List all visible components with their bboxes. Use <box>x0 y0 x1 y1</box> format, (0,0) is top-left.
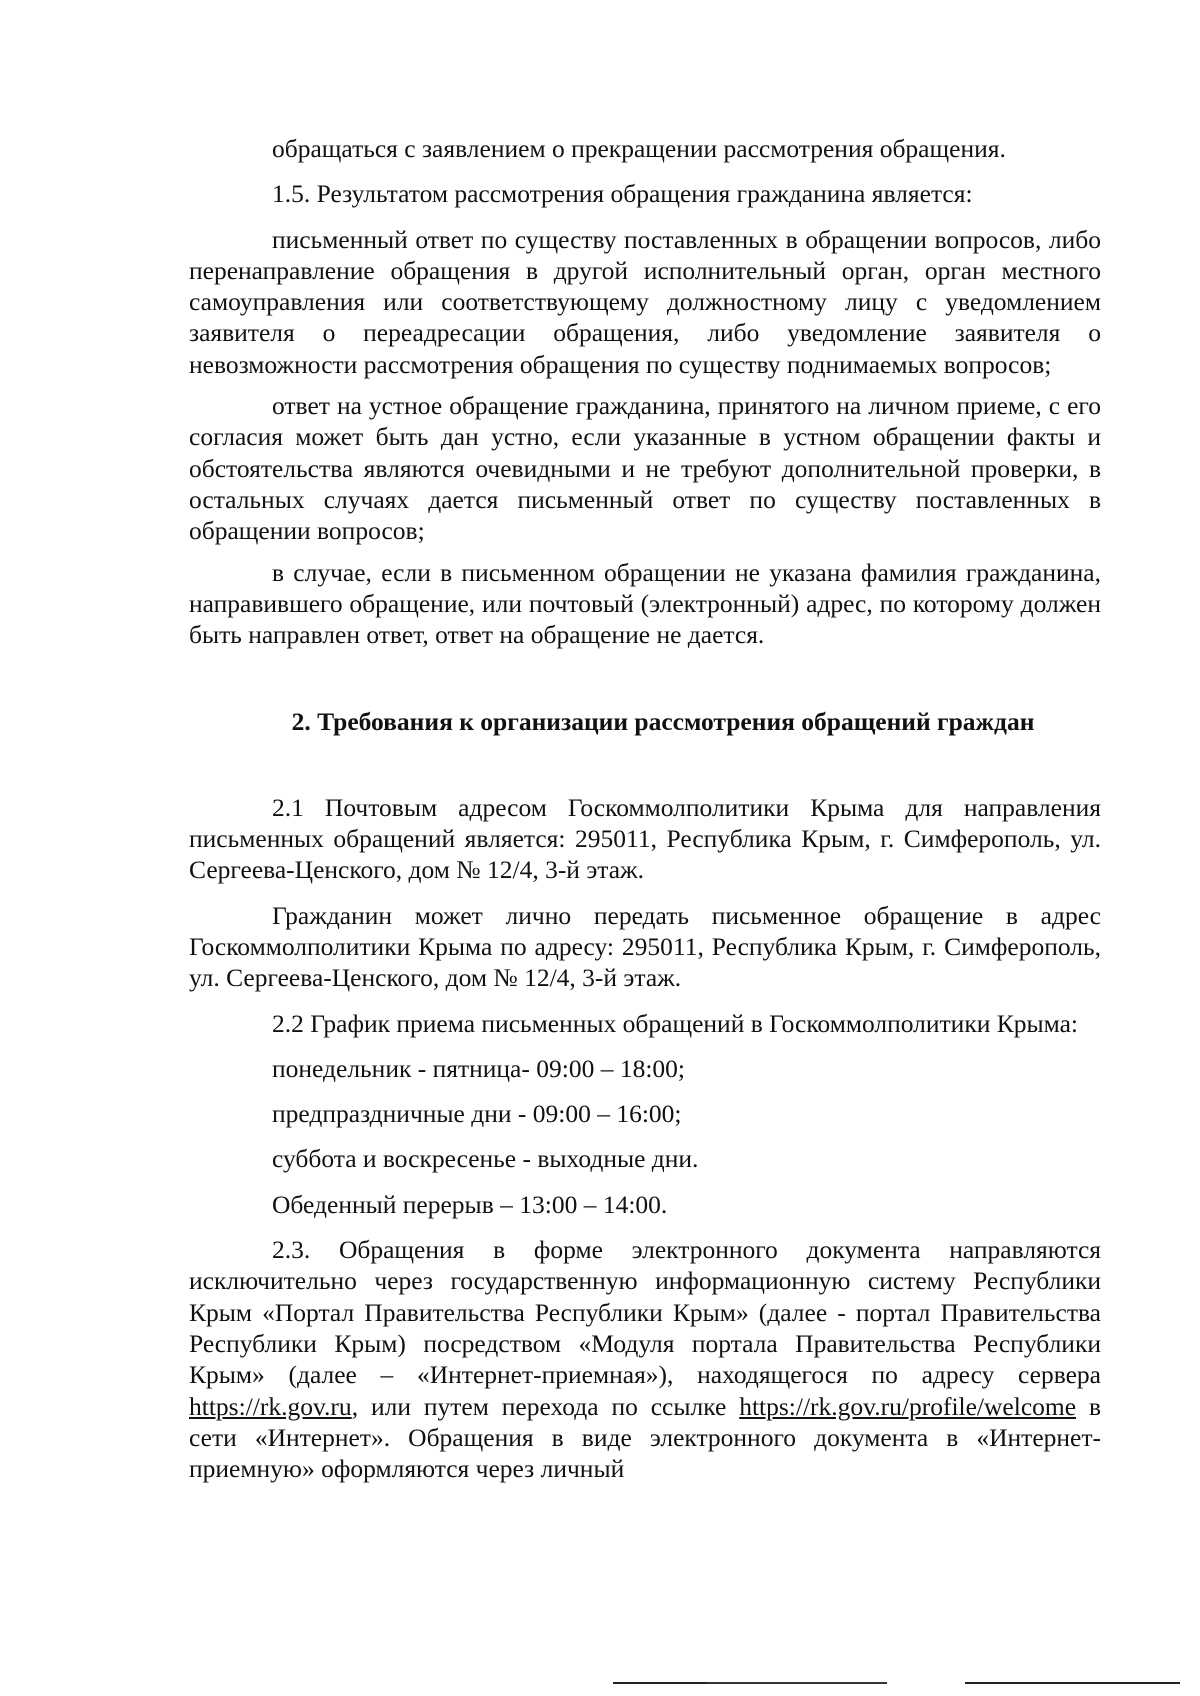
paragraph-2-2: 2.2 График приема письменных обращений в Госкоммолполитики Крыма: <box>272 1008 1078 1038</box>
schedule-pre-holiday: предпраздничные дни - 09:00 – 16:00; <box>272 1099 682 1129</box>
paragraph-2-1: 2.1 Почтовым адресом Госкоммолполитики Крыма для направления письменных обращений является: 295011, Республика Крым, г. Симферополь, ул. Сергеева-Ценского, дом № 12/4, 3-й этаж. <box>189 792 1101 885</box>
link-rk-gov-profile[interactable]: https://rk.gov.ru/profile/welcome <box>739 1391 1077 1421</box>
schedule-lunch: Обеденный перерыв – 13:00 – 14:00. <box>272 1189 668 1219</box>
footer-rule-left <box>613 1682 707 1684</box>
paragraph-2-3-text-b: , или путем перехода по ссылке <box>351 1391 740 1421</box>
paragraph-2-3 <box>189 1234 1101 1484</box>
document-body <box>189 133 1101 1484</box>
paragraph-continuation: обращаться с заявлением о прекращении рассмотрения обращения. <box>272 134 1006 163</box>
paragraph-1-5: 1.5. Результатом рассмотрения обращения гражданина является: <box>272 179 973 209</box>
paragraph-no-surname: в случае, если в письменном обращении не указана фамилия гражданина, направившего обращение, или почтовый (электронный) адрес, по которому должен быть направлен ответ, ответ на обращение не дается. <box>189 557 1101 650</box>
section-heading: 2. Требования к организации рассмотрения обращений граждан <box>291 707 1035 737</box>
paragraph-oral-answer: ответ на устное обращение гражданина, принятого на личном приеме, с его согласия может быть дан устно, если указанные в устном обращении факты и обстоятельства являются очевидными и не требуют дополнительной проверки, в остальных случаях дается письменный ответ по существу поставленных в обращении вопросов; <box>189 391 1101 546</box>
schedule-weekend: суббота и воскресенье - выходные дни. <box>272 1144 699 1174</box>
link-rk-gov[interactable]: https://rk.gov.ru <box>189 1391 352 1421</box>
schedule-weekdays: понедельник - пятница- 09:00 – 18:00; <box>272 1053 685 1083</box>
footer-rule-middle <box>707 1682 887 1684</box>
paragraph-2-3-text-c: в сети «Интернет». Обращения в виде электронного документа в «Интернет-приемную» оформляются через личный <box>189 1391 1101 1484</box>
footer-rule-right <box>965 1682 1180 1684</box>
paragraph-2-3-text-a: 2.3. Обращения в форме электронного документа направляются исключительно через государственную информационную систему Республики Крым «Портал Правительства Республики Крым» (далее - портал Правительства Республики Крым) посредством «Модуля портала Правительства Республики Крым» (далее – «Интернет-приемная»), находящегося по адресу сервера <box>189 1235 1101 1390</box>
paragraph-written-answer: письменный ответ по существу поставленных в обращении вопросов, либо перенаправление обращения в другой исполнительный орган, орган местного самоуправления или соответствующему должностному лицу с уведомлением заявителя о переадресации обращения, либо уведомление заявителя о невозможности рассмотрения обращения по существу поднимаемых вопросов; <box>189 224 1101 379</box>
paragraph-personal-delivery: Гражданин может лично передать письменное обращение в адрес Госкоммолполитики Крыма по адресу: 295011, Республика Крым, г. Симферополь, ул. Сергеева-Ценского, дом № 12/4, 3-й этаж. <box>189 900 1101 993</box>
